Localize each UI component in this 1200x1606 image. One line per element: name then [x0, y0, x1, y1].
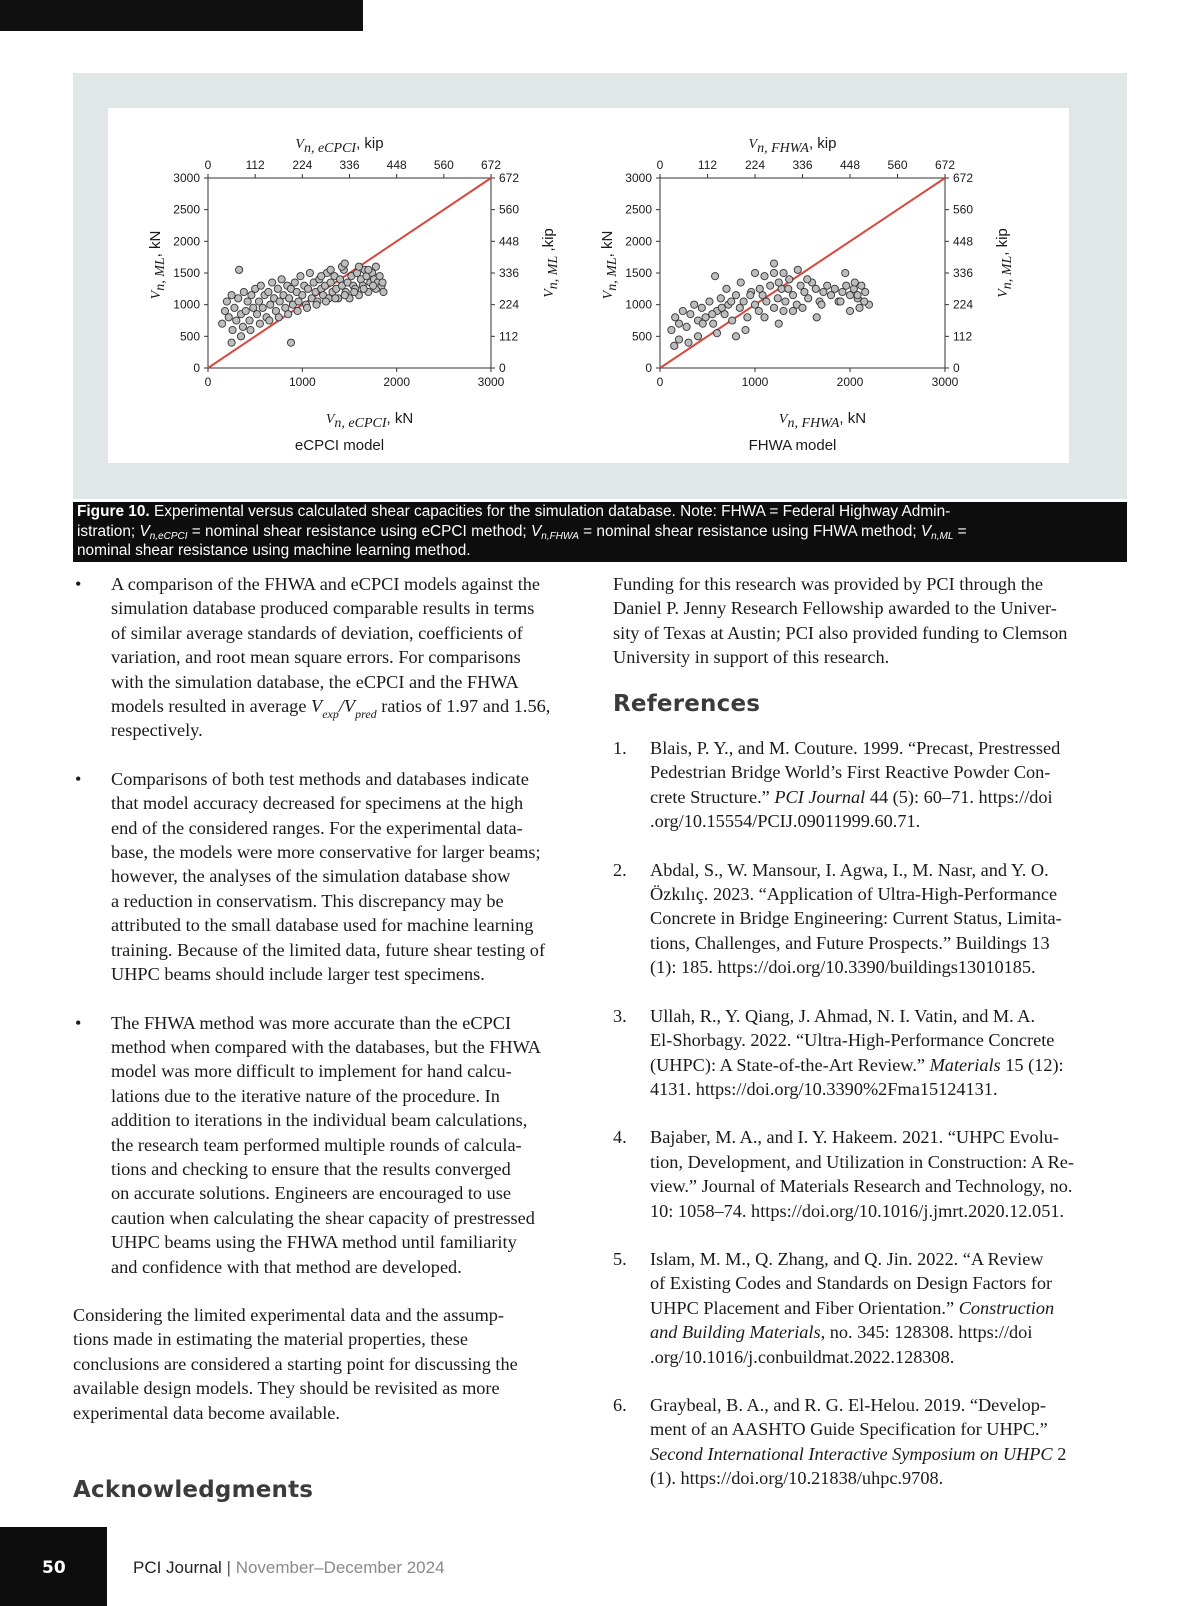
y-tick-label: 3000 — [173, 171, 200, 185]
x2-tick-label: 560 — [433, 158, 454, 172]
x-tick-label: 2000 — [836, 375, 864, 389]
data-point — [236, 266, 243, 273]
text-line: and confidence with that method are developed. — [111, 1256, 462, 1277]
text-line: sity of Texas at Austin; PCI also provided funding to Clemson — [613, 622, 1068, 643]
data-point — [671, 342, 678, 349]
caption-sub: n,FHWA — [541, 530, 579, 542]
x2-tick-label: 112 — [245, 158, 265, 172]
text-line: UHPC beams should include larger test specimens. — [111, 964, 485, 985]
data-point — [259, 304, 266, 311]
y-tick-label: 1000 — [625, 297, 652, 312]
left-column — [73, 572, 593, 1425]
data-point — [306, 269, 313, 276]
reference-line: (UHPC): A State-of-the-Art Review.” Materials 15 (12): — [650, 1054, 1064, 1075]
y-tick-label: 1000 — [173, 297, 200, 312]
reference-line: Graybeal, B. A., and R. G. El-Helou. 2019. “Develop- — [650, 1394, 1047, 1415]
data-point — [861, 298, 868, 305]
bullet-icon: • — [75, 1012, 82, 1033]
data-point — [303, 304, 310, 311]
data-point — [770, 269, 777, 276]
text-line: that model accuracy decreased for specimens at the high — [111, 793, 524, 814]
model-label: FHWA model — [748, 437, 837, 454]
x2-tick-label: 0 — [656, 158, 664, 172]
caption-sub: n,ML — [931, 530, 954, 542]
y2-tick-label: 224 — [953, 297, 974, 312]
text-line: UHPC beams using the FHWA method until familiarity — [111, 1232, 517, 1253]
text-line: conclusions are considered a starting point for discussing the — [73, 1353, 518, 1374]
chart-fhwa — [599, 135, 1015, 454]
data-point — [710, 320, 717, 327]
data-point — [380, 288, 387, 295]
acknowledgments-heading: Acknowledgments — [73, 1477, 314, 1503]
data-point — [789, 292, 796, 299]
text-line: University in support of this research. — [613, 647, 890, 668]
caption-text: = nominal shear resistance using eCPCI method; — [187, 522, 531, 540]
data-point — [287, 339, 294, 346]
x2-tick-label: 336 — [339, 158, 360, 172]
data-point — [322, 298, 329, 305]
data-point — [856, 304, 863, 311]
reference-line: tions, Challenges, and Future Prospects.” Buildings 13 — [650, 932, 1050, 953]
text-line: available design models. They should be revisited as more — [73, 1378, 500, 1399]
text-line: lations due to the iterative nature of the procedure. In — [111, 1085, 500, 1106]
reference-line: .org/10.1016/j.conbuildmat.2022.128308. — [650, 1346, 955, 1367]
text-line: simulation database produced comparable results in terms — [111, 598, 535, 619]
data-point — [223, 298, 230, 305]
journal-name: PCI Journal — [133, 1558, 222, 1577]
data-point — [668, 326, 675, 333]
data-point — [837, 298, 844, 305]
data-point — [219, 320, 226, 327]
math-sub: pred — [355, 707, 377, 722]
data-point — [274, 285, 281, 292]
data-point — [675, 320, 682, 327]
reference-number: 3. — [613, 1005, 627, 1026]
data-point — [824, 282, 831, 289]
reference-line: crete Structure.” PCI Journal 44 (5): 60–71. https://doi — [650, 786, 1053, 807]
reference-item — [613, 1247, 1133, 1369]
data-point — [818, 301, 825, 308]
text-line: tions and checking to ensure that the results converged — [111, 1158, 511, 1179]
y2-tick-label: 560 — [499, 202, 520, 217]
data-point — [794, 266, 801, 273]
data-point — [699, 320, 706, 327]
reference-line: (1). https://doi.org/10.21838/uhpc.9708. — [650, 1468, 944, 1489]
data-point — [774, 295, 781, 302]
x2-tick-label: 560 — [887, 158, 908, 172]
data-point — [729, 317, 736, 324]
data-point — [225, 314, 232, 321]
text-line: however, the analyses of the simulation database show — [111, 866, 511, 887]
bullet-icon: • — [75, 768, 82, 789]
text-line: tions made in estimating the material properties, these — [73, 1329, 468, 1350]
reference-line: 10: 1058–74. https://doi.org/10.1016/j.jmrt.2020.12.051. — [650, 1200, 1065, 1221]
data-point — [294, 307, 301, 314]
footer-separator: | — [221, 1558, 236, 1577]
data-point — [355, 263, 362, 270]
y2-tick-label: 448 — [499, 234, 520, 249]
x2-tick-label: 336 — [792, 158, 813, 172]
reference-number: 4. — [613, 1127, 627, 1148]
reference-line: Bajaber, M. A., and I. Y. Hakeem. 2021. “UHPC Evolu- — [650, 1127, 1060, 1148]
data-point — [229, 326, 236, 333]
y2-tick-label: 224 — [499, 297, 520, 312]
data-point — [846, 307, 853, 314]
data-point — [679, 307, 686, 314]
data-point — [237, 333, 244, 340]
x-tick-label: 0 — [656, 375, 664, 389]
figure-svg — [108, 108, 1069, 463]
data-point — [851, 279, 858, 286]
text-line: Funding for this research was provided by PCI through the — [613, 574, 1044, 594]
reference-line: Ullah, R., Y. Qiang, J. Ahmad, N. I. Vatin, and M. A. — [650, 1005, 1036, 1026]
data-point — [698, 304, 705, 311]
data-point — [767, 282, 774, 289]
data-point — [240, 288, 247, 295]
reference-line: view.” Journal of Materials Research and Technology, no. — [650, 1176, 1073, 1197]
data-point — [687, 311, 694, 318]
issue-date: November–December 2024 — [235, 1558, 445, 1577]
data-point — [228, 292, 235, 299]
y-tick-label: 0 — [645, 361, 652, 375]
data-point — [239, 323, 246, 330]
text-line: respectively. — [111, 720, 203, 741]
data-point — [843, 282, 850, 289]
y2-tick-label: 0 — [953, 361, 960, 375]
data-point — [755, 307, 762, 314]
text-line: The FHWA method was more accurate than the eCPCI — [111, 1012, 512, 1033]
reference-line: ment of an AASHTO Guide Specification for UHPC.” — [650, 1419, 1048, 1440]
x2-tick-label: 0 — [204, 158, 212, 172]
caption-line-3: nominal shear resistance using machine learning method. — [77, 542, 471, 559]
data-point — [297, 273, 304, 280]
data-point — [256, 320, 263, 327]
text-span: models resulted in average — [111, 696, 312, 717]
caption-label: Figure 10. — [77, 503, 150, 520]
acknowledgments-text — [613, 572, 1133, 670]
reference-item — [613, 1125, 1133, 1223]
x-tick-label: 3000 — [477, 375, 505, 389]
text-line: end of the considered ranges. For the experimental data- — [111, 817, 523, 838]
y-axis-title: Vn, ML, kN — [147, 230, 168, 300]
data-point — [278, 276, 285, 283]
y-tick-label: 3000 — [625, 171, 652, 185]
math-symbol: V — [311, 696, 323, 717]
model-label: eCPCI model — [294, 437, 385, 454]
caption-text: = nominal shear resistance using FHWA method; — [578, 522, 921, 540]
text-line: caution when calculating the shear capacity of prestressed — [111, 1207, 535, 1228]
bullet-item — [73, 572, 593, 743]
y2-tick-label: 0 — [499, 361, 506, 375]
x-axis-title: Vn, eCPCI, kN — [325, 410, 414, 431]
data-point — [728, 298, 735, 305]
data-point — [228, 339, 235, 346]
figure-caption — [73, 502, 1127, 562]
data-point — [683, 323, 690, 330]
data-point — [812, 285, 819, 292]
text-line: on accurate solutions. Engineers are encouraged to use — [111, 1183, 512, 1204]
bullet-item — [73, 1011, 593, 1279]
data-point — [717, 295, 724, 302]
data-point — [372, 263, 379, 270]
data-point — [313, 301, 320, 308]
y2-axis-title: Vn, ML, kip — [994, 228, 1015, 298]
reference-line: Özkılıç. 2023. “Application of Ultra-High-Performance — [650, 884, 1058, 905]
data-point — [369, 282, 376, 289]
x2-axis-title: Vn, eCPCI, kip — [295, 135, 384, 156]
data-point — [775, 279, 782, 286]
data-point — [799, 304, 806, 311]
data-point — [285, 311, 292, 318]
text-line: experimental data become available. — [73, 1402, 340, 1423]
reference-line: of Existing Codes and Standards on Design Factors for — [650, 1273, 1053, 1294]
data-point — [732, 292, 739, 299]
data-point — [341, 260, 348, 267]
text-line: variation, and root mean square errors. For comparisons — [111, 647, 521, 668]
data-point — [266, 317, 273, 324]
y2-axis-title: Vn, ML ,kip — [540, 228, 561, 298]
x2-tick-label: 672 — [480, 158, 502, 172]
x-axis-title: Vn, FHWA, kN — [778, 410, 867, 431]
y2-tick-label: 336 — [953, 266, 974, 280]
text-line: of similar average standards of deviation, coefficients of — [111, 622, 523, 643]
data-point — [732, 333, 739, 340]
data-point — [744, 314, 751, 321]
reference-line: and Building Materials, no. 345: 128308. https://doi — [650, 1322, 1033, 1343]
reference-line: Blais, P. Y., and M. Couture. 1999. “Precast, Prestressed — [650, 738, 1061, 759]
data-point — [675, 336, 682, 343]
text-line: a reduction in conservatism. This discrepancy may be — [111, 890, 504, 911]
y2-tick-label: 112 — [953, 329, 973, 344]
reference-item — [613, 858, 1133, 980]
data-point — [805, 295, 812, 302]
caption-symbol: V — [920, 522, 932, 540]
reference-line: El-Shorbagy. 2022. “Ultra-High-Performance Concrete — [650, 1030, 1055, 1051]
reference-number: 1. — [613, 738, 627, 759]
data-point — [253, 311, 260, 318]
reference-number: 2. — [613, 859, 627, 880]
data-point — [756, 285, 763, 292]
data-point — [265, 288, 272, 295]
x-tick-label: 1000 — [288, 375, 316, 389]
reference-line: 4131. https://doi.org/10.3390%2Fma15124131. — [650, 1078, 998, 1099]
data-point — [747, 292, 754, 299]
y-tick-label: 500 — [179, 329, 200, 344]
reference-item — [613, 736, 1133, 834]
caption-text: = — [953, 522, 967, 540]
x-tick-label: 0 — [204, 375, 212, 389]
data-point — [360, 285, 367, 292]
figure-panel — [73, 73, 1127, 499]
data-point — [723, 285, 730, 292]
text-line: Considering the limited experimental data and the assump- — [73, 1304, 505, 1325]
data-point — [775, 320, 782, 327]
data-point — [780, 269, 787, 276]
y2-tick-label: 672 — [499, 171, 520, 185]
bullet-item — [73, 767, 593, 987]
y-tick-label: 2000 — [173, 234, 200, 249]
data-point — [751, 269, 758, 276]
y-axis-title: Vn, ML, kN — [599, 230, 620, 300]
data-point — [235, 295, 242, 302]
data-point — [269, 279, 276, 286]
caption-symbol: V — [139, 522, 150, 540]
y-tick-label: 500 — [631, 329, 652, 344]
reference-list — [613, 736, 1133, 1491]
reference-line: Concrete in Bridge Engineering: Current Status, Limita- — [650, 908, 1062, 929]
data-point — [685, 339, 692, 346]
text-line: addition to iterations in the individual beam calculations, — [111, 1110, 528, 1131]
data-point — [275, 314, 282, 321]
data-point — [341, 292, 348, 299]
y-tick-label: 1500 — [625, 266, 652, 280]
data-point — [831, 285, 838, 292]
text-line — [111, 694, 593, 722]
data-point — [854, 292, 861, 299]
text-line: with the simulation database, the eCPCI and the FHWA — [111, 671, 519, 692]
data-point — [737, 279, 744, 286]
data-point — [233, 317, 240, 324]
data-point — [327, 266, 334, 273]
data-point — [842, 269, 849, 276]
data-point — [813, 314, 820, 321]
data-point — [862, 288, 869, 295]
y-tick-label: 2500 — [625, 202, 652, 217]
data-point — [304, 285, 311, 292]
data-point — [770, 260, 777, 267]
x2-tick-label: 448 — [839, 158, 861, 172]
data-point — [291, 279, 298, 286]
right-column — [613, 572, 1133, 1515]
y2-tick-label: 336 — [499, 266, 520, 280]
x2-tick-label: 448 — [386, 158, 407, 172]
x2-tick-label: 224 — [744, 158, 766, 172]
reference-item — [613, 1004, 1133, 1102]
data-point — [231, 304, 238, 311]
reference-line: Abdal, S., W. Mansour, I. Agwa, I., M. Nasr, and Y. O. — [650, 859, 1049, 880]
data-point — [740, 298, 747, 305]
text-line: model was more difficult to implement for hand calcu- — [111, 1061, 512, 1082]
y-tick-label: 1500 — [173, 266, 200, 280]
y-tick-label: 0 — [193, 361, 200, 375]
y2-tick-label: 448 — [953, 234, 974, 249]
data-point — [691, 301, 698, 308]
text-line: method when compared with the databases, but the FHWA — [111, 1036, 542, 1057]
chart-ecpci — [147, 135, 561, 454]
text-span: ratios of 1.97 and 1.56, — [376, 696, 551, 717]
data-point — [242, 307, 249, 314]
data-point — [761, 314, 768, 321]
x2-axis-title: Vn, FHWA, kip — [748, 135, 837, 156]
reference-item — [613, 1393, 1133, 1491]
math-symbol: /V — [338, 696, 356, 717]
data-point — [694, 333, 701, 340]
text-line: A comparison of the FHWA and eCPCI models against the — [111, 574, 541, 594]
conclusion-paragraph — [73, 1303, 593, 1425]
figure-canvas — [108, 108, 1069, 463]
data-point — [246, 317, 253, 324]
caption-text: istration; — [77, 522, 140, 540]
data-point — [786, 276, 793, 283]
data-point — [742, 326, 749, 333]
text-line: the research team performed multiple rounds of calcula- — [111, 1134, 522, 1155]
x2-tick-label: 112 — [697, 158, 718, 172]
bullet-icon: • — [75, 574, 82, 594]
x2-tick-label: 672 — [934, 158, 956, 172]
data-point — [785, 285, 792, 292]
reference-line: Pedestrian Bridge World’s First Reactive Powder Con- — [650, 762, 1051, 783]
caption-symbol: V — [531, 522, 542, 540]
data-point — [713, 330, 720, 337]
data-point — [709, 311, 716, 318]
x-tick-label: 1000 — [741, 375, 769, 389]
reference-number: 5. — [613, 1248, 627, 1269]
data-point — [351, 288, 358, 295]
data-point — [770, 304, 777, 311]
data-point — [712, 273, 719, 280]
y2-tick-label: 560 — [953, 202, 974, 217]
data-point — [804, 276, 811, 283]
data-point — [332, 295, 339, 302]
text-line: training. Because of the limited data, future shear testing of — [111, 939, 546, 960]
y-tick-label: 2500 — [173, 202, 200, 217]
data-point — [365, 266, 372, 273]
data-point — [763, 298, 770, 305]
x2-tick-label: 224 — [292, 158, 313, 172]
data-point — [247, 326, 254, 333]
data-point — [780, 307, 787, 314]
data-point — [379, 279, 386, 286]
reference-line: UHPC Placement and Fiber Orientation.” Construction — [650, 1297, 1055, 1318]
reference-line: .org/10.15554/PCIJ.09011999.60.71. — [650, 811, 921, 832]
text-line: base, the models were more conservative for larger beams; — [111, 842, 541, 863]
data-point — [718, 304, 725, 311]
data-point — [257, 282, 264, 289]
page-number: 50 — [42, 1558, 66, 1578]
text-line: attributed to the small database used for machine learning — [111, 915, 534, 936]
data-point — [761, 273, 768, 280]
caption-sub: n,eCPCI — [149, 530, 188, 542]
data-point — [299, 292, 306, 299]
data-point — [706, 298, 713, 305]
x-tick-label: 3000 — [931, 375, 959, 389]
reference-line: tion, Development, and Utilization in Construction: A Re- — [650, 1151, 1074, 1172]
reference-line: (1): 185. https://doi.org/10.3390/buildings13010185. — [650, 957, 1036, 978]
reference-number: 6. — [613, 1394, 627, 1415]
data-point — [782, 298, 789, 305]
text-line: Comparisons of both test methods and databases indicate — [111, 768, 529, 789]
x-tick-label: 2000 — [383, 375, 411, 389]
data-point — [789, 307, 796, 314]
math-sub: exp — [322, 707, 339, 722]
reference-line: Islam, M. M., Q. Zhang, and Q. Jin. 2022. “A Review — [650, 1248, 1044, 1269]
caption-line-1: Experimental versus calculated shear capacities for the simulation database. Note: FHWA = Federal Highway Admin- — [149, 503, 951, 520]
y-tick-label: 2000 — [625, 234, 652, 249]
references-heading: References — [613, 690, 761, 717]
text-line: Daniel P. Jenny Research Fellowship awarded to the Univer- — [613, 598, 1057, 619]
reference-line — [660, 178, 945, 368]
footer — [133, 1558, 445, 1578]
y2-tick-label: 672 — [953, 171, 974, 185]
reference-line: Second International Interactive Symposium on UHPC 2 — [650, 1443, 1067, 1464]
y2-tick-label: 112 — [499, 329, 519, 344]
data-point — [318, 273, 325, 280]
header-bar — [0, 0, 363, 31]
